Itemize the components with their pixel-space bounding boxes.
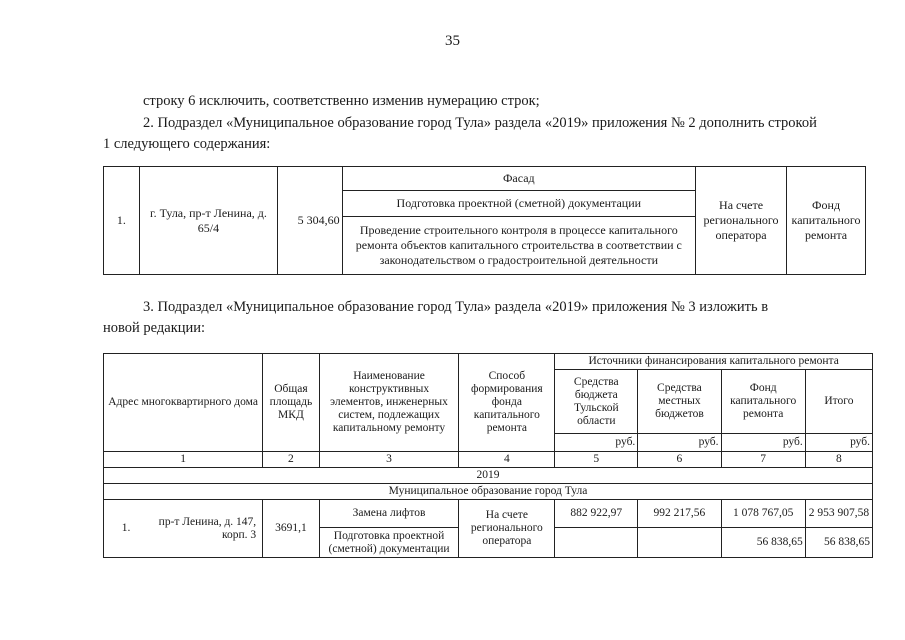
t2-unit-local: руб. [638,434,721,452]
text-line-4: 3. Подраздел «Муниципальное образование город Тула» раздела «2019» приложения № 3 изложить в [143,299,769,315]
t2-item-1-total: 2 953 907,58 [805,500,872,528]
t2-address-cell [104,500,263,558]
t2-year: 2019 [104,468,873,484]
t2-colnum-6: 6 [638,452,721,468]
t2-item-2-local [638,528,721,558]
t2-colnum-3: 3 [319,452,459,468]
financing-table [103,353,873,558]
t2-row-number: 1. [121,522,131,534]
t1-work-design: Подготовка проектной (сметной) документации [342,191,695,217]
t2-header-elements: Наименование конструктивных элементов, инженерных систем, подлежащих капитальному ремонту [319,354,459,452]
t2-colnum-7: 7 [721,452,805,468]
t2-header-sources: Источники финансирования капитального ремонта [555,354,873,370]
t1-row-number: 1. [104,167,140,275]
t2-colnum-8: 8 [805,452,872,468]
t2-item-2-regional [555,528,638,558]
t2-unit-total: руб. [805,434,872,452]
t2-header-total: Итого [805,370,872,434]
t2-item-1-fund: 1 078 767,05 [721,500,805,528]
page-number: 35 [445,33,460,49]
t2-header-address: Адрес многоквартирного дома [104,354,263,452]
t2-unit-regional: руб. [555,434,638,452]
t2-item-2-fund: 56 838,65 [721,528,805,558]
t2-header-regional: Средства бюджета Тульской области [555,370,638,434]
t2-colnum-4: 4 [459,452,555,468]
t2-colnum-5: 5 [555,452,638,468]
t2-header-area: Общая площадь МКД [263,354,319,452]
t2-colnum-2: 2 [263,452,319,468]
t2-item-2-name: Подготовка проектной (сметной) документации [319,528,459,558]
text-line-3: 1 следующего содержания: [103,136,271,152]
t2-row-method: На счете регионального оператора [459,500,555,558]
t1-facade: Фасад [342,167,695,191]
text-line-2: 2. Подраздел «Муниципальное образование город Тула» раздела «2019» приложения № 2 дополнить строкой [143,115,817,131]
t2-row-address: пр-т Ленина, д. 147, корп. 3 [158,515,257,541]
t2-item-1-local: 992 217,56 [638,500,721,528]
addition-table [103,166,866,275]
text-line-5: новой редакции: [103,320,206,336]
t2-header-fund: Фонд капитального ремонта [721,370,805,434]
text-line-1: строку 6 исключить, соответственно изменив нумерацию строк; [143,93,540,109]
t2-header-local: Средства местных бюджетов [638,370,721,434]
t2-item-1-name: Замена лифтов [319,500,459,528]
t1-address: г. Тула, пр-т Ленина, д. 65/4 [139,167,277,275]
t2-unit-fund: руб. [721,434,805,452]
t2-row-area: 3691,1 [263,500,319,558]
t2-item-1-regional: 882 922,97 [555,500,638,528]
t2-item-2-total: 56 838,65 [805,528,872,558]
t1-area: 5 304,60 [278,167,343,275]
t1-method: На счете регионального оператора [695,167,786,275]
t2-municipality: Муниципальное образование город Тула [104,484,873,500]
t1-fund: Фонд капитального ремонта [787,167,866,275]
t1-work-control: Проведение строительного контроля в процессе капитального ремонта объектов капитального строительства в соответствии с законодательством о градостроительной деятельности [342,217,695,275]
t2-colnum-1: 1 [104,452,263,468]
t2-header-method: Способ формирования фонда капитального ремонта [459,354,555,452]
